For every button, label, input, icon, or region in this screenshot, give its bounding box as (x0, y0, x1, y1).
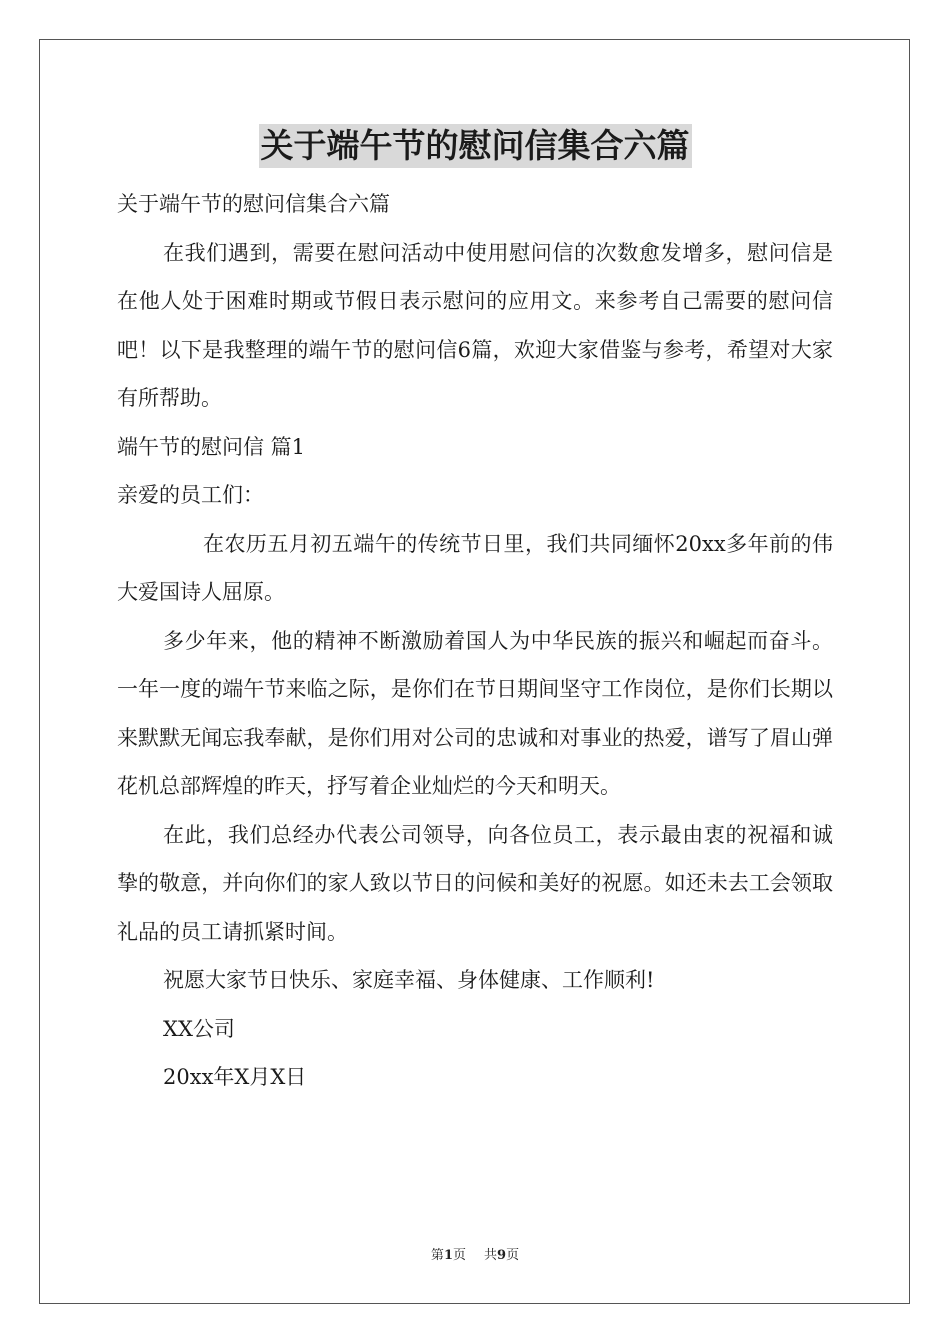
title-container (0, 124, 950, 168)
document-body (117, 180, 833, 1102)
closing-wishes: 祝愿大家节日快乐、家庭幸福、身体健康、工作顺利! (163, 968, 655, 992)
signature-company: XX公司 (163, 1016, 235, 1041)
salutation: 亲爱的员工们： (117, 483, 264, 507)
body-paragraph-1: 在农历五月初五端午的传统节日里，我们共同缅怀20xx多年前的伟大爱国诗人屈原。 (117, 531, 833, 604)
footer-page-mid: 页 (452, 1248, 466, 1263)
footer-page-current: 1 (443, 1248, 453, 1263)
section-heading: 端午节的慰问信 篇1 (117, 434, 306, 459)
footer-page-total: 9 (497, 1248, 507, 1263)
intro-paragraph: 在我们遇到，需要在慰问活动中使用慰问信的次数愈发增多，慰问信是在他人处于困难时期或节假日表示慰问的应用文。来参考自己需要的慰问信吧！以下是我整理的端午节的慰问信6篇，欢迎大家借鉴与参考，希望对大家有所帮助。 (117, 240, 833, 410)
document-title: 关于端午节的慰问信集合六篇 (259, 124, 692, 168)
signature-date: 20xx年X月X日 (163, 1065, 307, 1089)
page-footer (0, 1247, 950, 1265)
body-paragraph-2: 多少年来，他的精神不断激励着国人为中华民族的振兴和崛起而奋斗。 一年一度的端午节来临之际，是你们在节日期间坚守工作岗位，是你们长期以来默默无闻忘我奉献，是你们用对公司的忠诚和对事业的热爱，谱写了眉山弹花机总部辉煌的昨天，抒写着企业灿烂的今天和明天。 (117, 628, 833, 798)
body-paragraph-3: 在此，我们总经办代表公司领导，向各位员工，表示最由衷的祝福和诚挚的敬意，并向你们的家人致以节日的问候和美好的祝愿。如还未去工会领取礼品的员工请抓紧时间。 (117, 822, 833, 944)
footer-total-prefix: 共 (484, 1248, 498, 1263)
footer-page-prefix: 第 (430, 1248, 444, 1263)
footer-total-suffix: 页 (506, 1248, 520, 1263)
document-subtitle: 关于端午节的慰问信集合六篇 (117, 192, 390, 216)
